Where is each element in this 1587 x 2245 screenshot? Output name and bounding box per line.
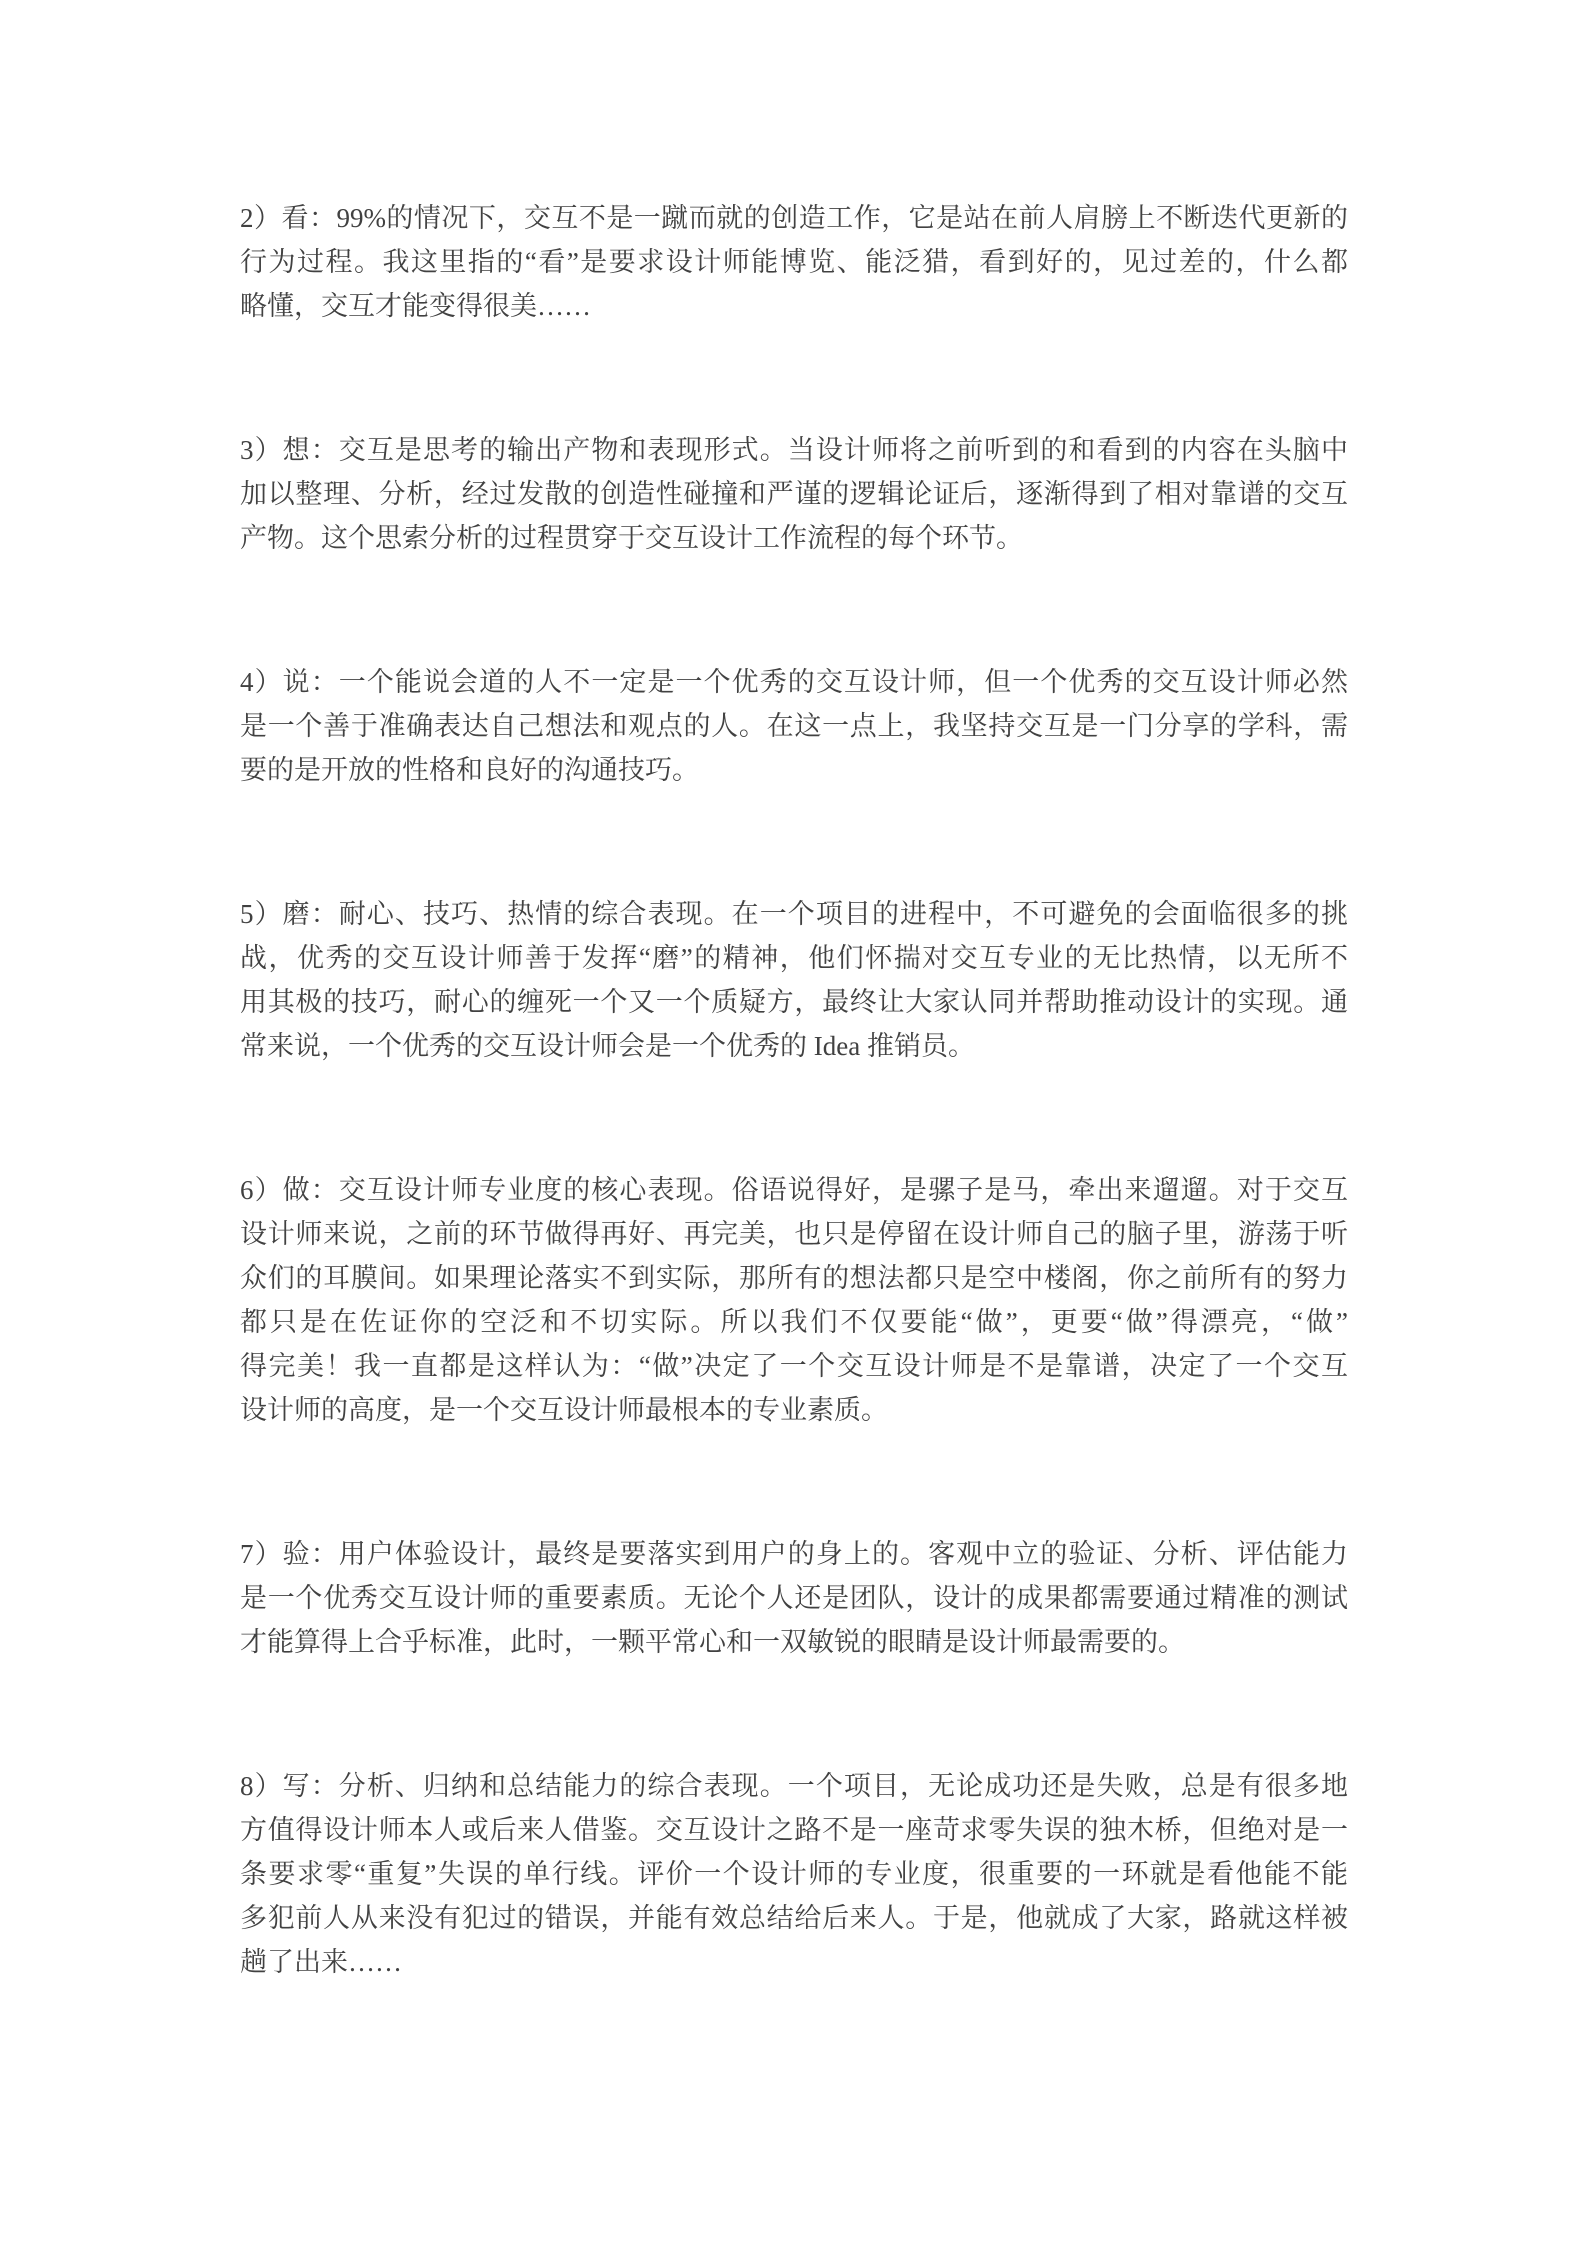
text-line: 是一个优秀交互设计师的重要素质。无论个人还是团队，设计的成果都需要通过精准的测试	[240, 1583, 1348, 1613]
text-line: 方值得设计师本人或后来人借鉴。交互设计之路不是一座苛求零失误的独木桥，但绝对是一	[240, 1815, 1348, 1845]
paragraph-5-grind	[240, 892, 1348, 1068]
text-line: 条要求零“重复”失误的单行线。评价一个设计师的专业度，很重要的一环就是看他能不能	[240, 1859, 1348, 1889]
text-line: 才能算得上合乎标准，此时，一颗平常心和一双敏锐的眼睛是设计师最需要的。	[240, 1627, 1185, 1657]
text-line: 多犯前人从来没有犯过的错误，并能有效总结给后来人。于是，他就成了大家，路就这样被	[240, 1903, 1348, 1933]
text-line: 行为过程。我这里指的“看”是要求设计师能博览、能泛猎，看到好的，见过差的，什么都	[240, 247, 1348, 277]
text-line: 7）验：用户体验设计，最终是要落实到用户的身上的。客观中立的验证、分析、评估能力	[240, 1539, 1348, 1569]
text-line: 得完美！我一直都是这样认为：“做”决定了一个交互设计师是不是靠谱，决定了一个交互	[240, 1351, 1348, 1381]
paragraph-4-speak	[240, 660, 1348, 792]
text-line: 设计师来说，之前的环节做得再好、再完美，也只是停留在设计师自己的脑子里，游荡于听	[240, 1219, 1348, 1249]
paragraph-6-do	[240, 1168, 1348, 1432]
text-line: 加以整理、分析，经过发散的创造性碰撞和严谨的逻辑论证后，逐渐得到了相对靠谱的交互	[240, 479, 1348, 509]
text-line: 都只是在佐证你的空泛和不切实际。所以我们不仅要能“做”，更要“做”得漂亮，“做”	[240, 1307, 1348, 1337]
text-line: 设计师的高度，是一个交互设计师最根本的专业素质。	[240, 1395, 888, 1425]
text-line: 众们的耳膜间。如果理论落实不到实际，那所有的想法都只是空中楼阁，你之前所有的努力	[240, 1263, 1348, 1293]
article-body	[240, 196, 1348, 2084]
paragraph-2-see	[240, 196, 1348, 328]
text-line: 6）做：交互设计师专业度的核心表现。俗语说得好，是骡子是马，牵出来遛遛。对于交互	[240, 1175, 1348, 1205]
text-line: 4）说：一个能说会道的人不一定是一个优秀的交互设计师，但一个优秀的交互设计师必然	[240, 667, 1348, 697]
paragraph-3-think	[240, 428, 1348, 560]
text-line: 产物。这个思索分析的过程贯穿于交互设计工作流程的每个环节。	[240, 523, 1023, 553]
text-line: 趟了出来……	[240, 1947, 402, 1977]
text-line: 2）看：99%的情况下，交互不是一蹴而就的创造工作，它是站在前人肩膀上不断迭代更新的	[240, 203, 1348, 233]
text-line: 战，优秀的交互设计师善于发挥“磨”的精神，他们怀揣对交互专业的无比热情，以无所不	[240, 943, 1348, 973]
text-line: 5）磨：耐心、技巧、热情的综合表现。在一个项目的进程中，不可避免的会面临很多的挑	[240, 899, 1348, 929]
text-line: 用其极的技巧，耐心的缠死一个又一个质疑方，最终让大家认同并帮助推动设计的实现。通	[240, 987, 1348, 1017]
paragraph-7-verify	[240, 1532, 1348, 1664]
text-line: 要的是开放的性格和良好的沟通技巧。	[240, 755, 699, 785]
paragraph-8-write	[240, 1764, 1348, 1984]
text-line: 常来说，一个优秀的交互设计师会是一个优秀的 Idea 推销员。	[240, 1031, 975, 1061]
text-line: 是一个善于准确表达自己想法和观点的人。在这一点上，我坚持交互是一门分享的学科，需	[240, 711, 1348, 741]
text-line: 3）想：交互是思考的输出产物和表现形式。当设计师将之前听到的和看到的内容在头脑中	[240, 435, 1348, 465]
text-line: 8）写：分析、归纳和总结能力的综合表现。一个项目，无论成功还是失败，总是有很多地	[240, 1771, 1348, 1801]
text-line: 略懂，交互才能变得很美……	[240, 291, 591, 321]
